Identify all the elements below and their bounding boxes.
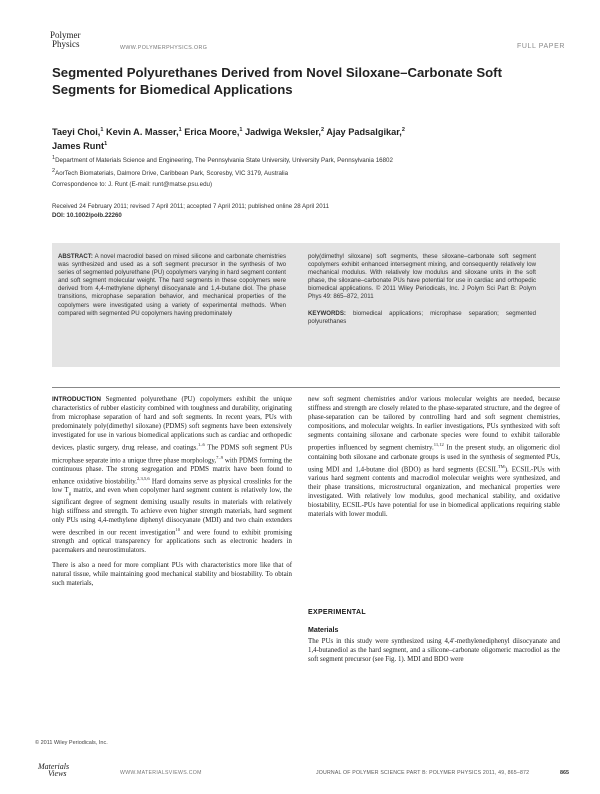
abstract-column-2: [308, 253, 536, 326]
logo-line2: Views: [48, 769, 67, 778]
author-affiliation-mark: 2: [401, 127, 405, 133]
keywords-label: KEYWORDS:: [308, 309, 346, 317]
author-affiliation-mark: 1: [100, 127, 104, 133]
citation: 2,3,5,6: [137, 475, 150, 481]
trademark: TM: [497, 463, 505, 469]
citation: 10: [175, 526, 181, 532]
body-text: The PDMS soft segment PUs microphase separate into a unique three phase morphology,: [52, 444, 292, 464]
body-column-2: [308, 395, 560, 519]
abstract-column-1: [58, 253, 286, 318]
author: James Runt: [52, 141, 105, 152]
affiliation-1: [52, 154, 393, 165]
journal-citation: JOURNAL OF POLYMER SCIENCE PART B: POLYMER PHYSICS 2011, 49, 865–872: [316, 770, 530, 776]
correspondence: Correspondence to: J. Runt (E-mail: runt@matse.psu.edu): [52, 181, 213, 188]
materials-heading: Materials: [308, 627, 339, 634]
affiliation-text: AorTech Biomaterials, Dalmore Drive, Caribbean Park, Scoresby, VIC 3179, Australia: [55, 170, 289, 178]
body-text: matrix, and even when copolymer hard segment content is relatively low, the significant degree of segment demixing usually results in materials with relatively high stiffness and strength. To achieve even higher strength materials, hard segment only PUs using 4,4-methylene diphenyl diisocyanate (MDI) and two chain extenders were described in our recent investigation: [52, 487, 292, 537]
author-affiliation-mark: 1: [178, 127, 182, 133]
affiliation-mark: 1: [52, 155, 56, 161]
body-text: In the present study, an oligomeric diol containing both siloxane and carbonate groups is used in the synthesis of segmented PUs, using MDI and 1,4-butane diol (BDO) as hard segments (ECSIL: [308, 444, 560, 473]
journal-logo: [38, 31, 108, 49]
section-label: FULL PAPER: [516, 43, 565, 50]
author: Erica Moore,: [184, 127, 240, 138]
body-text: Segmented polyurethane (PU) copolymers exhibit the unique characteristics of rubber elasticity combined with toughness and durability, originating from microphase separation of hard and soft segments. In recent years, PUs with predominately poly(dimethyl siloxane) (PDMS) soft segments have been extensively investigated for use in various biomedical applications such as cardiac and orthopedic devices, plastic surgery, drug release, and coatings.: [52, 396, 292, 452]
author: Kevin A. Masser,: [105, 127, 179, 138]
body-text: Hard domains serve as physical crosslinks for the low T: [52, 478, 292, 495]
subscript: g: [68, 490, 72, 496]
journal-website[interactable]: WWW.POLYMERPHYSICS.ORG: [120, 45, 208, 51]
logo-line1: Materials: [38, 762, 70, 771]
affiliation-text: Department of Materials Science and Engineering, The Pennsylvania State University, University Park, Pennsylvania 16802: [55, 157, 393, 165]
abstract-text: A novel macrodiol based on mixed silicone and carbonate chemistries was synthesized and used as a soft segment precursor in the synthesis of two series of segmented polyurethane (PU) copolymers varying in hard segment content and soft segment molecular weight. The hard segments in these copolymers were derived from 4,4-methylene diphenyl diisocyanate and 1,4-butane diol. The phase transitions, microphase separation behavior, and mechanical properties of the copolymers were investigated using a variety of experimental methods. When compared with segmented PU copolymers having predominately: [58, 253, 286, 317]
author-affiliation-mark: 2: [320, 127, 325, 133]
materials-paragraph: The PUs in this study were synthesized using 4,4′-methylenediphenyl diisocyanate and 1,4-butanediol as the hard segment, and a silicone–carbonate oligomeric macrodiol as the soft segment precursor (see Fig. 1). MDI and BDO were: [308, 638, 560, 664]
dates-line: Received 24 February 2011; revised 7 April 2011; accepted 7 April 2011; published online 28 April 2011: [52, 203, 329, 210]
author: Jadwiga Weksler,: [245, 127, 321, 138]
abstract-label: ABSTRACT:: [58, 253, 93, 260]
publisher-website[interactable]: WWW.MATERIALSVIEWS.COM: [120, 770, 202, 776]
copyright-notice: © 2011 Wiley Periodicals, Inc.: [35, 740, 108, 746]
body-text: and were found to exhibit promising strength and optical transparency for applications such as electronic headers in pacemakers and neurostimulators.: [52, 529, 292, 555]
citation: 11,12: [433, 442, 444, 448]
author-affiliation-mark: 1: [104, 141, 108, 148]
author-affiliation-mark: 1: [239, 127, 243, 133]
introduction-heading: INTRODUCTION: [52, 396, 101, 403]
introduction-paragraph-2: There is also a need for more compliant PUs with characteristics more like that of natural tissue, while maintaining good mechanical stability and biostability. To obtain such materials,: [52, 562, 292, 588]
affiliation-2: [52, 167, 288, 178]
journal-logo-line2: Physics: [52, 39, 80, 49]
affiliation-mark: 2: [52, 168, 56, 174]
body-column-1: [52, 395, 292, 588]
experimental-heading: EXPERIMENTAL: [308, 609, 366, 616]
journal-logo-line1: Polymer: [50, 30, 81, 40]
materials-views-logo: [38, 763, 69, 777]
body-text: with PDMS forming the continuous phase. The strong segregation and PDMS matrix have been found to enhance oxidative biostability.: [52, 456, 293, 486]
citation: 1–6: [197, 442, 205, 448]
citation: 7–9: [216, 454, 224, 460]
body-text: ). ECSIL-PUs with various hard segment contents and macrodiol molecular weights were synthesized, and their phase transitions, microstructural organization, and mechanical properties were investigated. With relatively low modulus, good mechanical stability, and oxidative biostability, ECSIL-PUs have potential for use in biomedical applications requiring stable materials with lower moduli.: [308, 465, 561, 519]
body-text: new soft segment chemistries and/or various molecular weights are needed, because stiffness and strength are closely related to the phase-separated structure, and the degree of phase-separation can be tailored by controlling hard and soft segment chemistries, compositions, and molecular weights. In earlier investigations, PUs synthesized with soft segments containing siloxane and carbonate species were found to exhibit tailorable properties influenced by segment chemistry.: [308, 396, 560, 452]
keywords-text: biomedical applications; microphase separation; segmented polyurethanes: [308, 309, 536, 325]
author-list: [52, 124, 542, 152]
author: Ajay Padsalgikar,: [326, 127, 402, 138]
author: Taeyi Choi,: [52, 127, 101, 138]
abstract-text-continued: poly(dimethyl siloxane) soft segments, these siloxane–carbonate soft segment copolymers exhibit enhanced intersegment mixing, and consequently relatively low mechanical modulus. With relatively low modulus and siloxane units in the soft phase, the siloxane–carbonate PUs have potential for use in cardiac and orthopedic biomedical applications. © 2011 Wiley Periodicals, Inc. J Polym Sci Part B: Polym Phys 49: 865–872, 2011: [308, 253, 536, 301]
article-title: Segmented Polyurethanes Derived from Novel Siloxane–Carbonate Soft Segments for Biomedical Applications: [52, 65, 502, 97]
keywords: [308, 310, 536, 326]
section-divider: [52, 387, 560, 388]
publication-dates: [52, 203, 329, 220]
page-number: 865: [560, 770, 569, 776]
introduction-paragraph-1: [52, 395, 292, 555]
doi[interactable]: DOI: 10.1002/polb.22260: [52, 211, 122, 219]
